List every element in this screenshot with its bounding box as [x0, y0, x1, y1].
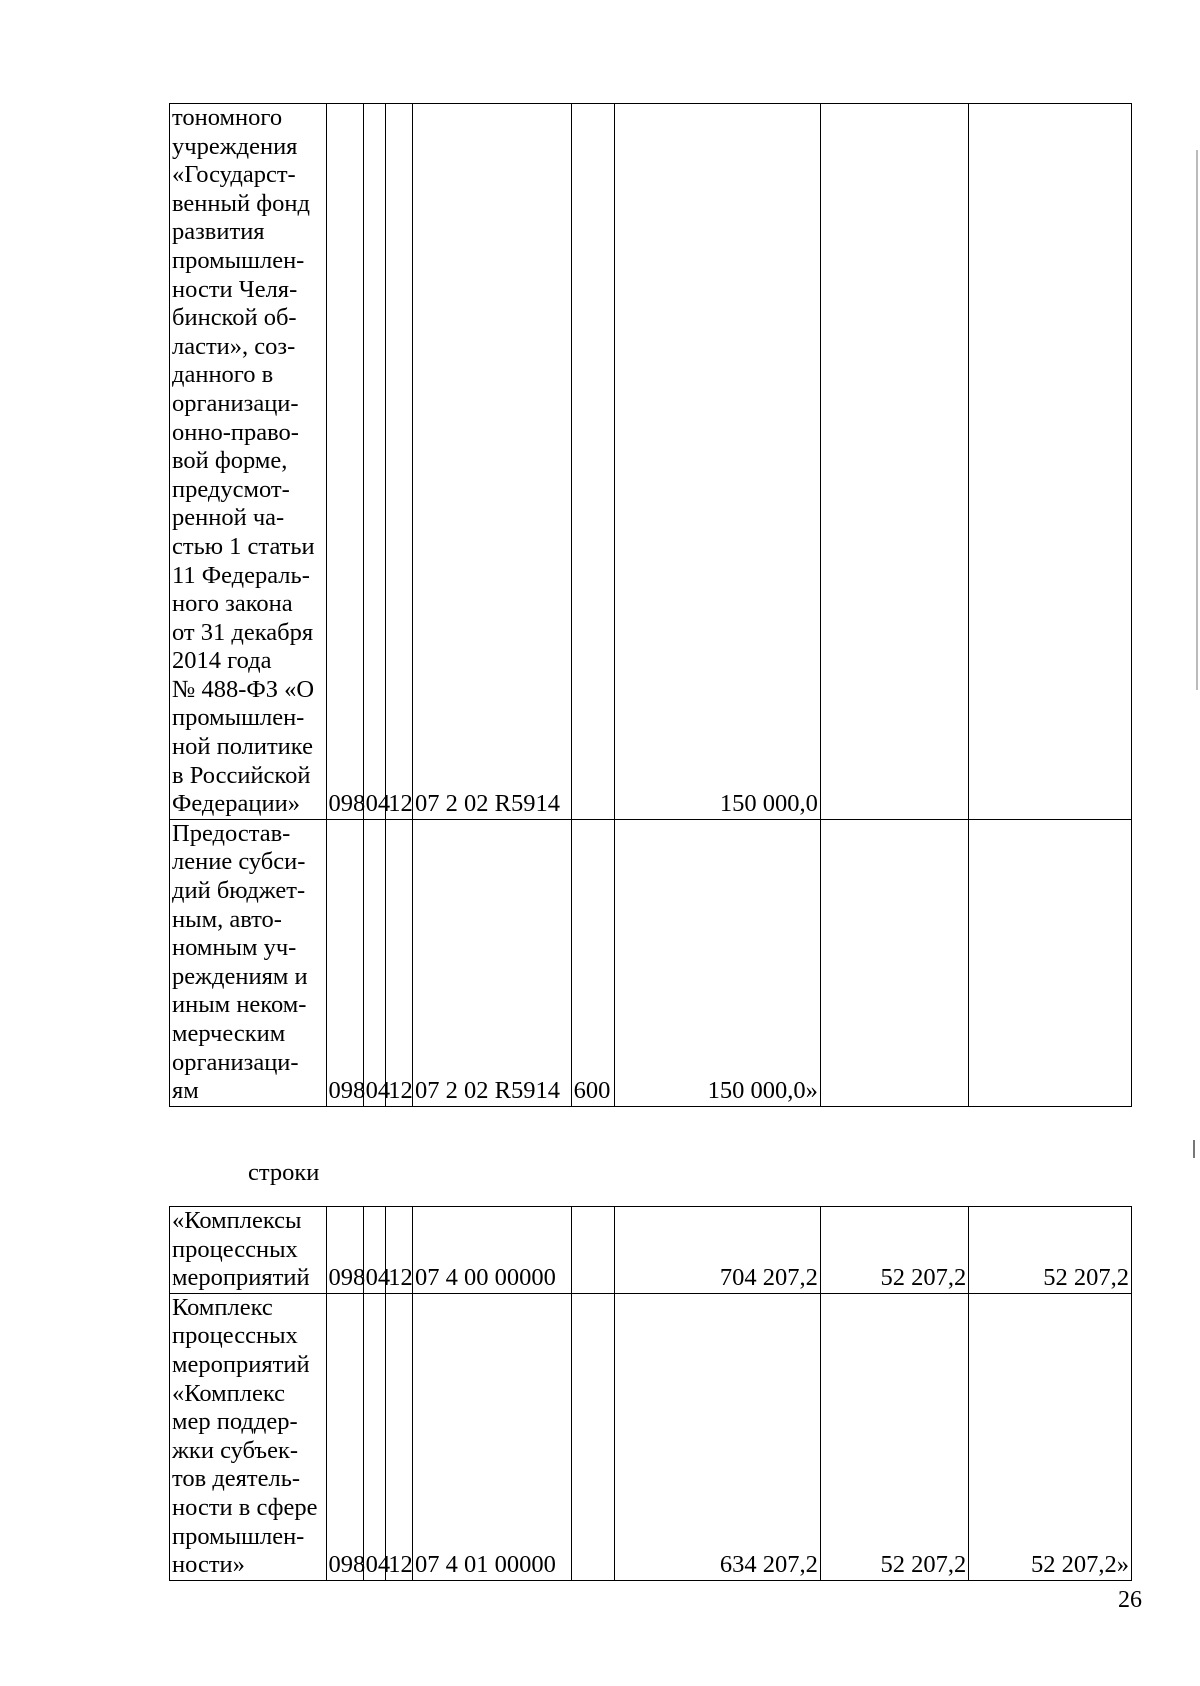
- cell-gr: 098: [326, 104, 363, 820]
- cell-vr: [571, 1293, 614, 1580]
- cell-pr: 12: [386, 104, 413, 820]
- cell-vr: [571, 104, 614, 820]
- cell-sum-3: [969, 104, 1132, 820]
- cell-csr: 07 2 02 R5914: [413, 104, 572, 820]
- cell-gr: 098: [326, 1293, 363, 1580]
- cell-gr: 098: [326, 819, 363, 1106]
- budget-table-continued: [169, 103, 1132, 1107]
- cell-sum-3: [969, 819, 1132, 1106]
- row-name: «Комплексы процессных мероприятий: [170, 1207, 327, 1294]
- row-name: Предостав- ление субси- дий бюджет- ным, авто- номным уч- реждениям и иным неком- мерческим организаци- ям: [170, 819, 327, 1106]
- budget-table-replacement: [169, 1206, 1132, 1581]
- cell-sum-1: 634 207,2: [614, 1293, 820, 1580]
- row-name: Комплекс процессных мероприятий «Комплекс мер поддер- жки субъек- тов деятель- ности в сфере промышлен- ности»: [170, 1293, 327, 1580]
- cell-pr: 12: [386, 1207, 413, 1294]
- cell-rz: 04: [363, 819, 386, 1106]
- cell-csr: 07 4 01 00000: [413, 1293, 572, 1580]
- table-row: [170, 819, 1132, 1106]
- page-number: 26: [1118, 1587, 1142, 1613]
- cell-rz: 04: [363, 1293, 386, 1580]
- cell-pr: 12: [386, 1293, 413, 1580]
- cell-sum-3: 52 207,2: [969, 1207, 1132, 1294]
- cell-sum-1: 704 207,2: [614, 1207, 820, 1294]
- cell-sum-3: 52 207,2»: [969, 1293, 1132, 1580]
- table-row: [170, 1207, 1132, 1294]
- cell-sum-1: 150 000,0»: [614, 819, 820, 1106]
- cell-csr: 07 4 00 00000: [413, 1207, 572, 1294]
- cell-csr: 07 2 02 R5914: [413, 819, 572, 1106]
- cell-vr: [571, 1207, 614, 1294]
- cell-rz: 04: [363, 1207, 386, 1294]
- scan-edge-mark: [1196, 150, 1198, 690]
- cell-vr: 600: [571, 819, 614, 1106]
- table-row: [170, 104, 1132, 820]
- row-name: тономного учреждения «Государст- венный фонд развития промышлен- ности Челя- бинской об- ласти», соз- данного в организаци- онно-право- вой форме, предусмот- ренной ча- стью 1 статьи 11 Федераль- ного закона от 31 декабря 2014 года № 488-ФЗ «О промышлен- ной политике в Российской Федерации»: [170, 104, 327, 820]
- cell-sum-2: [820, 104, 968, 820]
- scan-edge-mark: [1193, 1140, 1195, 1158]
- cell-sum-2: 52 207,2: [820, 1293, 968, 1580]
- cell-sum-2: 52 207,2: [820, 1207, 968, 1294]
- cell-pr: 12: [386, 819, 413, 1106]
- table-row: [170, 1293, 1132, 1580]
- between-tables-text: строки: [248, 1159, 320, 1186]
- cell-gr: 098: [326, 1207, 363, 1294]
- cell-sum-2: [820, 819, 968, 1106]
- cell-sum-1: 150 000,0: [614, 104, 820, 820]
- cell-rz: 04: [363, 104, 386, 820]
